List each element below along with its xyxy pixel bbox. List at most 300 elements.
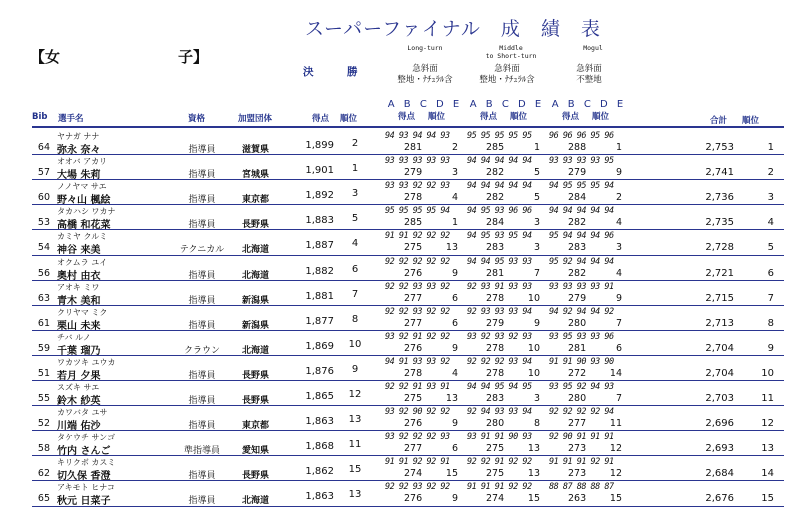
club: 愛知県 [242,446,270,457]
table-row [0,356,800,381]
event-rank-e2: 9 [533,317,540,329]
final-score: 1,892 [305,190,334,202]
athlete-name: 若月 夕果 [57,370,101,382]
event-score-e3: 277 [568,418,587,430]
event-rank-e3: 3 [615,242,622,254]
table-row [0,180,800,205]
club: 滋賀県 [242,145,270,155]
athlete-name: 弥永 奈々 [57,145,101,156]
qualification: 指導員 [188,270,216,281]
qualification: 指導員 [188,370,216,381]
event-score-e3: 273 [568,468,587,480]
event-rank-e3: 12 [609,468,622,480]
event-rank-e1: 9 [451,418,458,430]
page-title: スーパーファイナル 成 績 表 [305,18,601,40]
club: 長野県 [242,396,270,406]
final-rank: 11 [348,439,362,451]
col-final-score: 得点 [312,114,330,124]
qualification: 指導員 [188,195,216,206]
total-rank: 15 [761,493,774,505]
event-score-e2: 280 [486,418,505,430]
final-rank: 4 [351,238,359,250]
judge-scores-e3: 92 90 91 91 91 [549,432,614,443]
event-rank-e2: 13 [527,443,540,455]
table-row [0,205,800,230]
total-score: 2,684 [705,468,734,480]
final-score: 1,862 [305,466,334,478]
col-total-rank: 順位 [742,116,760,126]
qualification: 指導員 [188,220,216,231]
judge-scores-e2: 93 92 93 92 93 [467,331,532,342]
total-score: 2,704 [705,342,734,354]
event-rank-e1: 2 [451,142,458,153]
event-rank-e2: 10 [527,367,540,379]
final-label-2: 勝 [347,66,358,78]
event-rank-e2: 5 [533,167,540,179]
event-score-e3: 280 [568,393,587,404]
event-score-e1: 277 [404,443,423,455]
final-score: 1,863 [305,491,334,503]
gender-heading [30,46,209,67]
event-rank-e1: 4 [451,192,458,204]
event-score-e3: 284 [568,192,587,204]
judge-scores-e2: 94 94 95 93 93 [467,256,532,267]
final-rank: 5 [351,213,359,225]
total-score: 2,713 [705,317,734,329]
judge-scores-e3: 88 87 88 88 87 [549,482,614,493]
event-2-name: Middle to Short-turn [485,44,537,60]
row-divider [32,506,784,507]
final-label-1: 決 [303,66,314,78]
header-rule [32,126,784,128]
event-score-e1: 276 [404,418,423,430]
event-rank-e1: 9 [451,267,458,279]
col-bib: Bib [32,112,48,122]
judge-scores-e1: 92 92 92 92 92 [385,256,450,267]
athlete-kana: ヤナガ ナナ [57,132,100,141]
final-score: 1,883 [305,215,334,227]
event-rank-e3: 15 [609,493,622,505]
judge-scores-e2: 92 92 91 92 92 [467,457,532,468]
judge-scores-e1: 93 93 92 92 93 [385,181,450,192]
final-rank: 7 [351,288,359,300]
event-rank-e2: 15 [527,493,540,505]
club: 新潟県 [242,295,270,306]
club: 東京都 [242,195,270,206]
event-rank-e3: 4 [615,217,622,229]
judge-scores-e1: 91 91 92 92 91 [385,457,450,468]
qualification: 指導員 [188,496,216,507]
final-rank: 6 [351,263,359,275]
event-rank-e2: 3 [533,393,540,404]
judge-scores-e3: 94 95 95 95 94 [549,181,614,192]
club: 長野県 [242,471,270,482]
event-score-e2: 282 [486,192,505,204]
judge-scores-e1: 92 92 93 92 92 [385,306,450,317]
event-score-e3: 279 [568,167,587,179]
qualification: クラウン [183,345,220,356]
judge-scores-e3: 95 94 94 94 96 [549,231,614,242]
total-rank: 10 [761,367,774,379]
judge-scores-e1: 92 92 93 93 92 [385,281,450,292]
total-rank: 4 [767,217,774,229]
event-rank-e3: 11 [609,418,622,430]
final-score: 1,882 [305,265,334,277]
judge-scores-e2: 94 94 94 94 94 [467,156,532,167]
total-rank: 3 [767,192,774,204]
athlete-kana: スズキ サエ [57,383,100,392]
bib-number: 51 [37,367,50,379]
final-rank: 1 [351,163,359,175]
final-score: 1,901 [305,165,334,177]
event-rank-e3: 4 [615,267,622,279]
final-rank: 9 [351,363,359,375]
event-score-e1: 274 [404,468,423,480]
table-row [0,431,800,456]
total-score: 2,728 [705,242,734,254]
athlete-kana: ノノヤマ サエ [57,182,107,192]
event-rank-e2: 13 [527,468,540,480]
total-score: 2,693 [705,443,734,455]
event-score-e2: 283 [486,242,505,254]
judge-scores-e1: 94 93 94 94 93 [385,131,450,141]
event-score-e2: 281 [486,267,505,279]
athlete-kana: アオキ ミワ [57,282,100,292]
event-rank-e1: 6 [451,292,458,304]
event-score-e2: 274 [486,493,505,505]
col-e1-rank: 順位 [428,112,446,122]
event-score-e3: 273 [568,443,587,455]
total-rank: 12 [761,418,774,430]
athlete-name: 栗山 未来 [57,320,101,332]
qualification: 準指導員 [183,446,220,457]
event-score-e1: 278 [404,367,423,379]
event-score-e2: 279 [486,317,505,329]
table-row [0,481,800,506]
table-row [0,256,800,281]
event-1-judges-header: A B C D E [387,99,463,110]
judge-scores-e1: 93 92 91 92 92 [385,331,450,342]
final-score: 1,869 [305,340,334,352]
total-rank: 14 [761,468,774,480]
event-score-e1: 277 [404,292,423,304]
event-rank-e1: 6 [451,317,458,329]
judge-scores-e2: 94 95 93 95 94 [467,231,532,242]
event-score-e1: 281 [404,142,423,153]
qualification: 指導員 [188,471,216,482]
qualification: 指導員 [188,295,216,306]
final-rank: 13 [348,489,362,501]
event-rank-e1: 13 [445,393,458,404]
event-rank-e1: 9 [451,342,458,354]
event-score-e3: 282 [568,267,587,279]
bib-number: 64 [37,142,50,153]
qualification: 指導員 [188,421,216,432]
event-score-e3: 282 [568,217,587,229]
event-rank-e3: 7 [615,317,622,329]
event-rank-e3: 7 [615,393,622,404]
final-rank: 8 [351,313,359,325]
event-rank-e2: 7 [533,267,540,279]
event-2-judges-header: A B C D E [469,99,545,110]
final-rank: 15 [348,464,362,476]
event-1-condition-1: 急斜面 [412,64,438,74]
total-score: 2,741 [705,167,734,179]
event-score-e3: 283 [568,242,587,254]
athlete-kana: チバ ルノ [57,332,91,342]
athlete-name: 神谷 来美 [57,245,101,257]
event-score-e3: 263 [568,493,587,505]
athlete-kana: タケウチ サンゴ [57,433,116,443]
final-score: 1,881 [305,290,334,302]
col-name: 選手名 [58,114,84,124]
final-score: 1,863 [305,416,334,428]
total-score: 2,736 [705,192,734,204]
col-e3-rank: 順位 [592,112,610,122]
event-score-e1: 276 [404,267,423,279]
athlete-kana: ワカツキ ユウカ [57,357,116,367]
total-rank: 1 [767,142,774,153]
event-score-e2: 283 [486,393,505,404]
judge-scores-e3: 93 95 93 93 96 [549,331,614,342]
qualification: テクニカル [179,245,225,256]
table-row [0,155,800,180]
event-score-e2: 278 [486,367,505,379]
final-score: 1,877 [305,315,334,327]
total-score: 2,715 [705,292,734,304]
table-row [0,406,800,431]
athlete-name: 野々山 楓絵 [57,195,111,207]
athlete-kana: オクムラ ユイ [57,257,108,267]
judge-scores-e2: 92 92 92 93 94 [467,356,532,367]
event-rank-e2: 5 [533,192,540,204]
judge-scores-e3: 91 91 91 92 91 [549,457,614,468]
club: 北海道 [242,270,270,281]
event-score-e3: 280 [568,317,587,329]
athlete-kana: キリクボ カスミ [57,458,116,468]
event-score-e3: 272 [568,367,587,379]
judge-scores-e1: 93 92 90 92 92 [385,407,450,418]
qualification: 指導員 [188,396,216,406]
event-score-e1: 275 [404,393,423,404]
bib-number: 52 [37,418,50,430]
judge-scores-e3: 96 96 96 95 96 [549,131,614,141]
event-rank-e2: 3 [533,242,540,254]
total-score: 2,735 [705,217,734,229]
total-rank: 11 [761,393,774,404]
judge-scores-e2: 91 91 91 92 92 [467,482,532,493]
event-score-e2: 282 [486,167,505,179]
judge-scores-e3: 95 92 94 94 94 [549,256,614,267]
club: 長野県 [242,370,270,381]
event-rank-e2: 10 [527,342,540,354]
event-score-e1: 285 [404,217,423,229]
bib-number: 60 [37,192,50,204]
judge-scores-e1: 95 95 95 95 94 [385,206,450,217]
final-score: 1,868 [305,441,334,453]
event-rank-e1: 15 [445,468,458,480]
col-e2-rank: 順位 [510,112,528,122]
event-score-e3: 279 [568,292,587,304]
athlete-name: 青木 美和 [57,295,101,307]
event-rank-e3: 12 [609,443,622,455]
table-row [0,306,800,331]
judge-scores-e3: 91 91 90 93 90 [549,356,614,367]
event-2-condition-1: 急斜面 [494,64,520,74]
club: 東京都 [242,421,270,432]
bib-number: 61 [37,317,50,329]
total-score: 2,696 [705,418,734,430]
bib-number: 56 [37,267,50,279]
total-rank: 2 [767,167,774,179]
col-final-rank: 順位 [340,114,358,124]
event-3-condition-1: 急斜面 [576,64,602,74]
final-rank: 13 [348,414,362,426]
athlete-name: 切久保 香澄 [57,471,111,483]
final-rank: 12 [348,389,362,400]
event-rank-e1: 4 [451,367,458,379]
bib-number: 65 [37,493,50,505]
club: 長野県 [242,220,270,231]
gender-left: 【女 [30,48,61,66]
table-row [0,130,800,155]
event-rank-e3: 9 [615,292,622,304]
event-rank-e2: 3 [533,217,540,229]
judge-scores-e2: 92 93 93 93 94 [467,306,532,317]
event-rank-e1: 3 [451,167,458,179]
judge-scores-e2: 94 94 94 94 94 [467,181,532,192]
final-rank: 2 [351,138,359,149]
athlete-name: 千葉 瑠乃 [57,345,101,357]
club: 北海道 [242,345,270,356]
event-rank-e3: 9 [615,167,622,179]
athlete-kana: タカハシ ワカナ [57,207,116,217]
final-score: 1,887 [305,240,334,252]
athlete-kana: アキモト ヒナコ [57,483,115,493]
final-score: 1,876 [305,365,334,377]
event-score-e2: 285 [486,142,505,153]
event-rank-e2: 10 [527,292,540,304]
judge-scores-e1: 94 91 93 93 92 [385,356,450,367]
event-rank-e1: 1 [451,217,458,229]
event-score-e1: 276 [404,493,423,505]
event-rank-e2: 1 [533,142,540,153]
event-2-condition-2: 整地・ﾅﾁｭﾗﾙ含 [479,75,535,85]
bib-number: 62 [37,468,50,480]
judge-scores-e1: 91 91 92 92 92 [385,231,450,242]
judge-scores-e1: 92 92 93 92 92 [385,482,450,493]
judge-scores-e3: 92 92 92 92 94 [549,407,614,418]
bib-number: 63 [37,292,50,304]
event-3-judges-header: A B C D E [551,99,627,110]
col-e2-score: 得点 [480,112,498,122]
total-score: 2,753 [705,142,734,153]
event-rank-e1: 9 [451,493,458,505]
final-score: 1,865 [305,391,334,402]
event-1-name: Long-turn [407,44,443,52]
total-rank: 5 [767,242,774,254]
event-score-e1: 279 [404,167,423,179]
event-score-e2: 275 [486,468,505,480]
table-row [0,230,800,255]
event-rank-e3: 6 [615,342,622,354]
total-score: 2,676 [705,493,734,505]
athlete-name: 高橋 和花菜 [57,220,111,232]
event-rank-e3: 14 [609,367,622,379]
col-e3-score: 得点 [562,112,580,122]
table-row [0,281,800,306]
bib-number: 58 [37,443,50,455]
final-score: 1,899 [305,140,334,151]
event-score-e1: 278 [404,192,423,204]
judge-scores-e2: 93 91 91 90 93 [467,432,532,443]
club: 宮城県 [242,170,270,181]
event-rank-e2: 8 [533,418,540,430]
total-rank: 6 [767,267,774,279]
event-score-e1: 275 [404,242,423,254]
event-3-condition-2: 不整地 [576,75,602,85]
athlete-name: 竹内 さんご [57,446,111,458]
event-rank-e3: 1 [615,142,622,153]
event-score-e1: 277 [404,317,423,329]
judge-scores-e2: 92 94 93 93 94 [467,407,532,418]
club: 新潟県 [242,320,270,331]
table-row [0,456,800,481]
final-label [303,64,358,79]
total-score: 2,703 [705,393,734,404]
event-rank-e3: 2 [615,192,622,204]
total-rank: 7 [767,292,774,304]
judge-scores-e3: 94 92 94 94 92 [549,306,614,317]
qualification: 指導員 [188,145,216,155]
athlete-kana: クリヤマ ミク [57,307,108,317]
total-score: 2,721 [705,267,734,279]
bib-number: 57 [37,167,50,179]
event-3-name: Mogul [583,44,603,52]
judge-scores-e1: 92 92 91 93 91 [385,382,450,392]
event-score-e1: 276 [404,342,423,354]
final-rank: 10 [348,338,362,350]
bib-number: 55 [37,393,50,404]
athlete-kana: カワバタ ユサ [57,408,108,418]
total-score: 2,704 [705,367,734,379]
athlete-kana: オオバ アカリ [57,157,108,167]
club: 北海道 [242,245,270,256]
athlete-name: 川端 佑沙 [57,421,101,433]
total-rank: 13 [761,443,774,455]
total-rank: 8 [767,317,774,329]
table-row [0,381,800,406]
qualification: 指導員 [188,320,216,331]
judge-scores-e1: 93 92 92 92 93 [385,432,450,443]
col-e1-score: 得点 [398,112,416,122]
bib-number: 53 [37,217,50,229]
judge-scores-e2: 95 95 95 95 95 [467,131,532,141]
event-1-condition-2: 整地・ﾅﾁｭﾗﾙ含 [397,75,453,85]
athlete-kana: カミヤ クルミ [57,232,108,242]
judge-scores-e2: 94 94 95 94 95 [467,382,532,392]
club: 北海道 [242,496,270,507]
qualification: 指導員 [188,170,216,181]
event-score-e2: 275 [486,443,505,455]
athlete-name: 秋元 日菜子 [57,496,111,508]
judge-scores-e3: 93 93 93 93 91 [549,281,614,292]
col-total: 合計 [710,116,728,126]
bib-number: 59 [37,342,50,354]
event-rank-e1: 13 [445,242,458,254]
table-row [0,331,800,356]
event-score-e2: 284 [486,217,505,229]
